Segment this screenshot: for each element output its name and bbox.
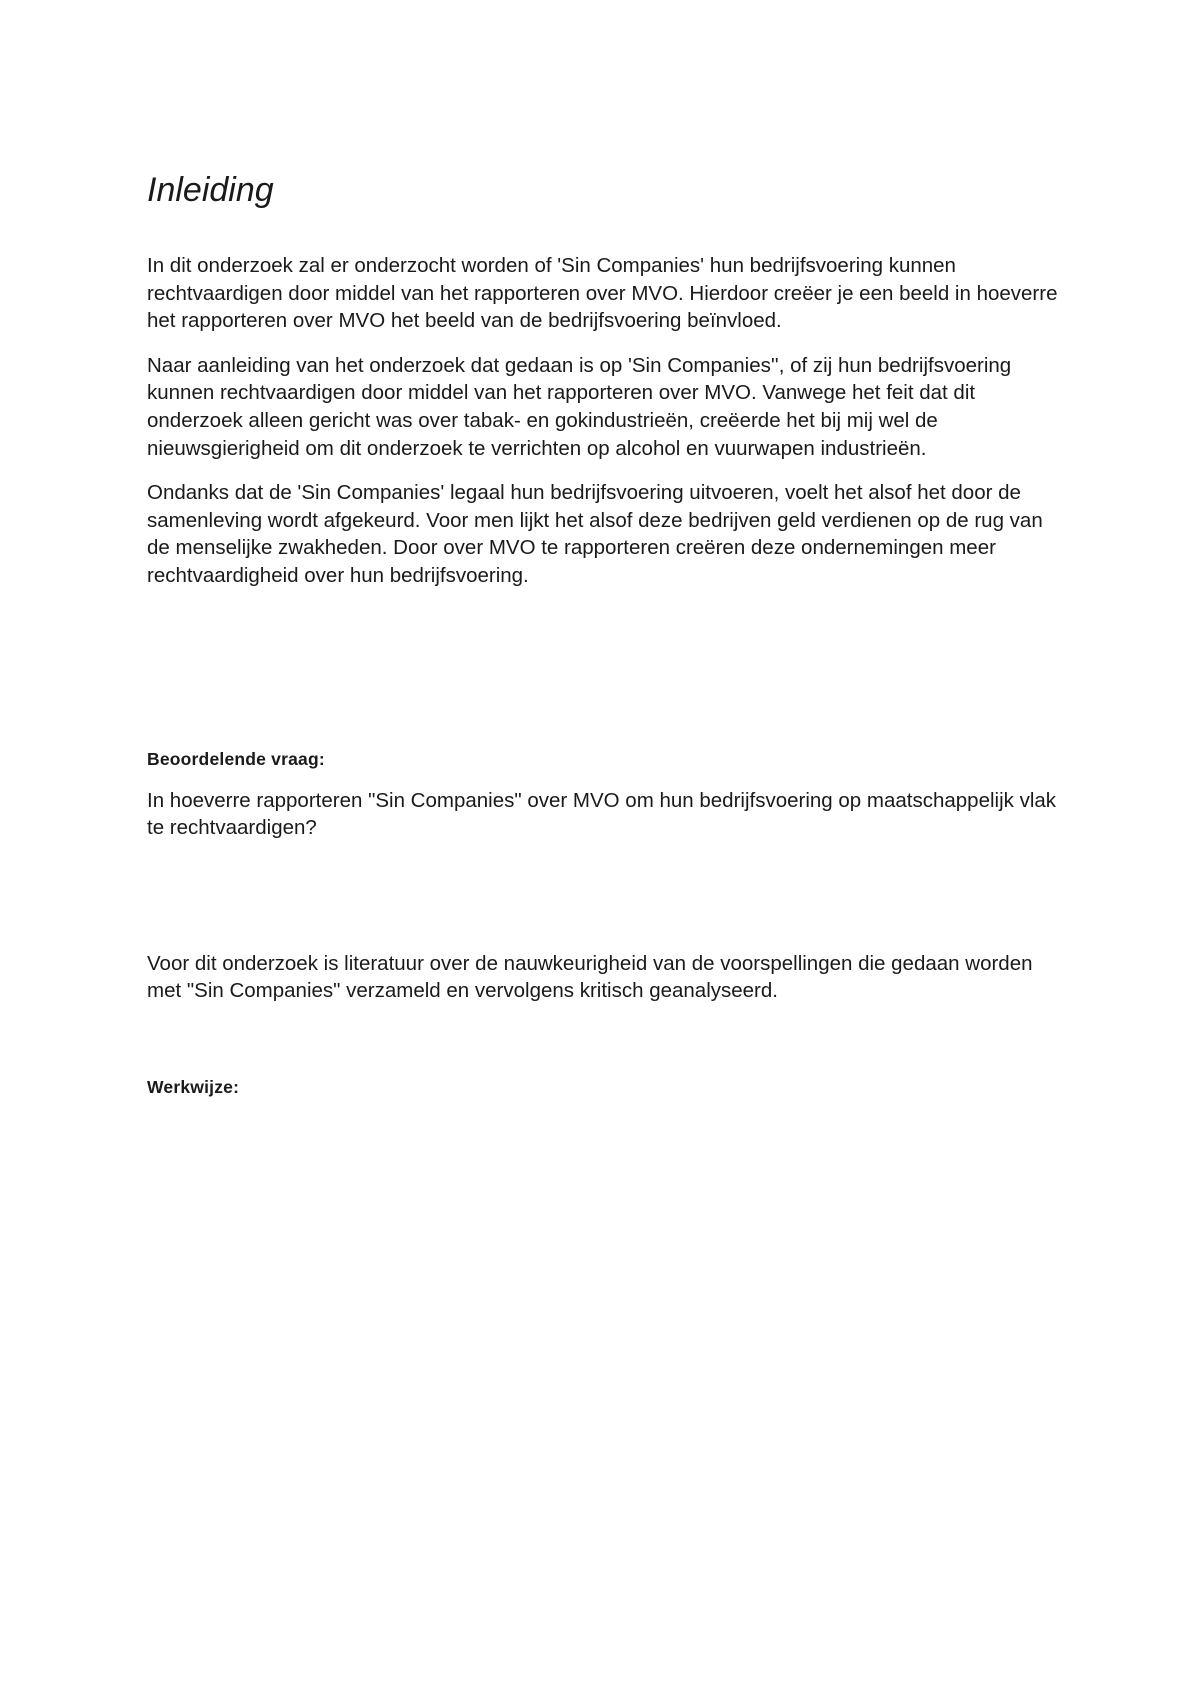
intro-paragraph: In dit onderzoek zal er onderzocht worden of 'Sin Companies' hun bedrijfsvoering kunnen rechtvaardigen door middel van het rapporteren over MVO. Hierdoor creëer je een beeld in hoeverre het rapporteren over MVO het beeld van de bedrijfsvoering beïnvloed.	[147, 254, 1058, 333]
question-heading: Beoordelende vraag:	[147, 748, 325, 769]
intro-paragraph: Naar aanleiding van het onderzoek dat gedaan is op 'Sin Companies'', of zij hun bedrijfsvoering kunnen rechtvaardigen door middel van het rapporteren over MVO. Vanwege het feit dat dit onderzoek alleen gericht was over tabak- en gokindustrieën, creëerde het bij mij wel de nieuwsgierigheid om dit onderzoek te verrichten op alcohol en vuurwapen industrieën.	[147, 353, 1012, 460]
document-title: Inleiding	[147, 171, 274, 209]
method-paragraph: Voor dit onderzoek is literatuur over de nauwkeurigheid van de voorspellingen die gedaan worden met "Sin Companies" verzameld en vervolgens kritisch geanalyseerd.	[147, 951, 1033, 1003]
method-heading: Werkwijze:	[147, 1076, 240, 1097]
document-content	[147, 170, 1067, 1099]
research-question: In hoeverre rapporteren "Sin Companies" over MVO om hun bedrijfsvoering op maatschappelijk vlak te rechtvaardigen?	[147, 788, 1057, 840]
intro-paragraph: Ondanks dat de 'Sin Companies' legaal hun bedrijfsvoering uitvoeren, voelt het alsof het door de samenleving wordt afgekeurd. Voor men lijkt het alsof deze bedrijven geld verdienen op de rug van de menselijke zwakheden. Door over MVO te rapporteren creëren deze ondernemingen meer rechtvaardigheid over hun bedrijfsvoering.	[147, 481, 1043, 587]
